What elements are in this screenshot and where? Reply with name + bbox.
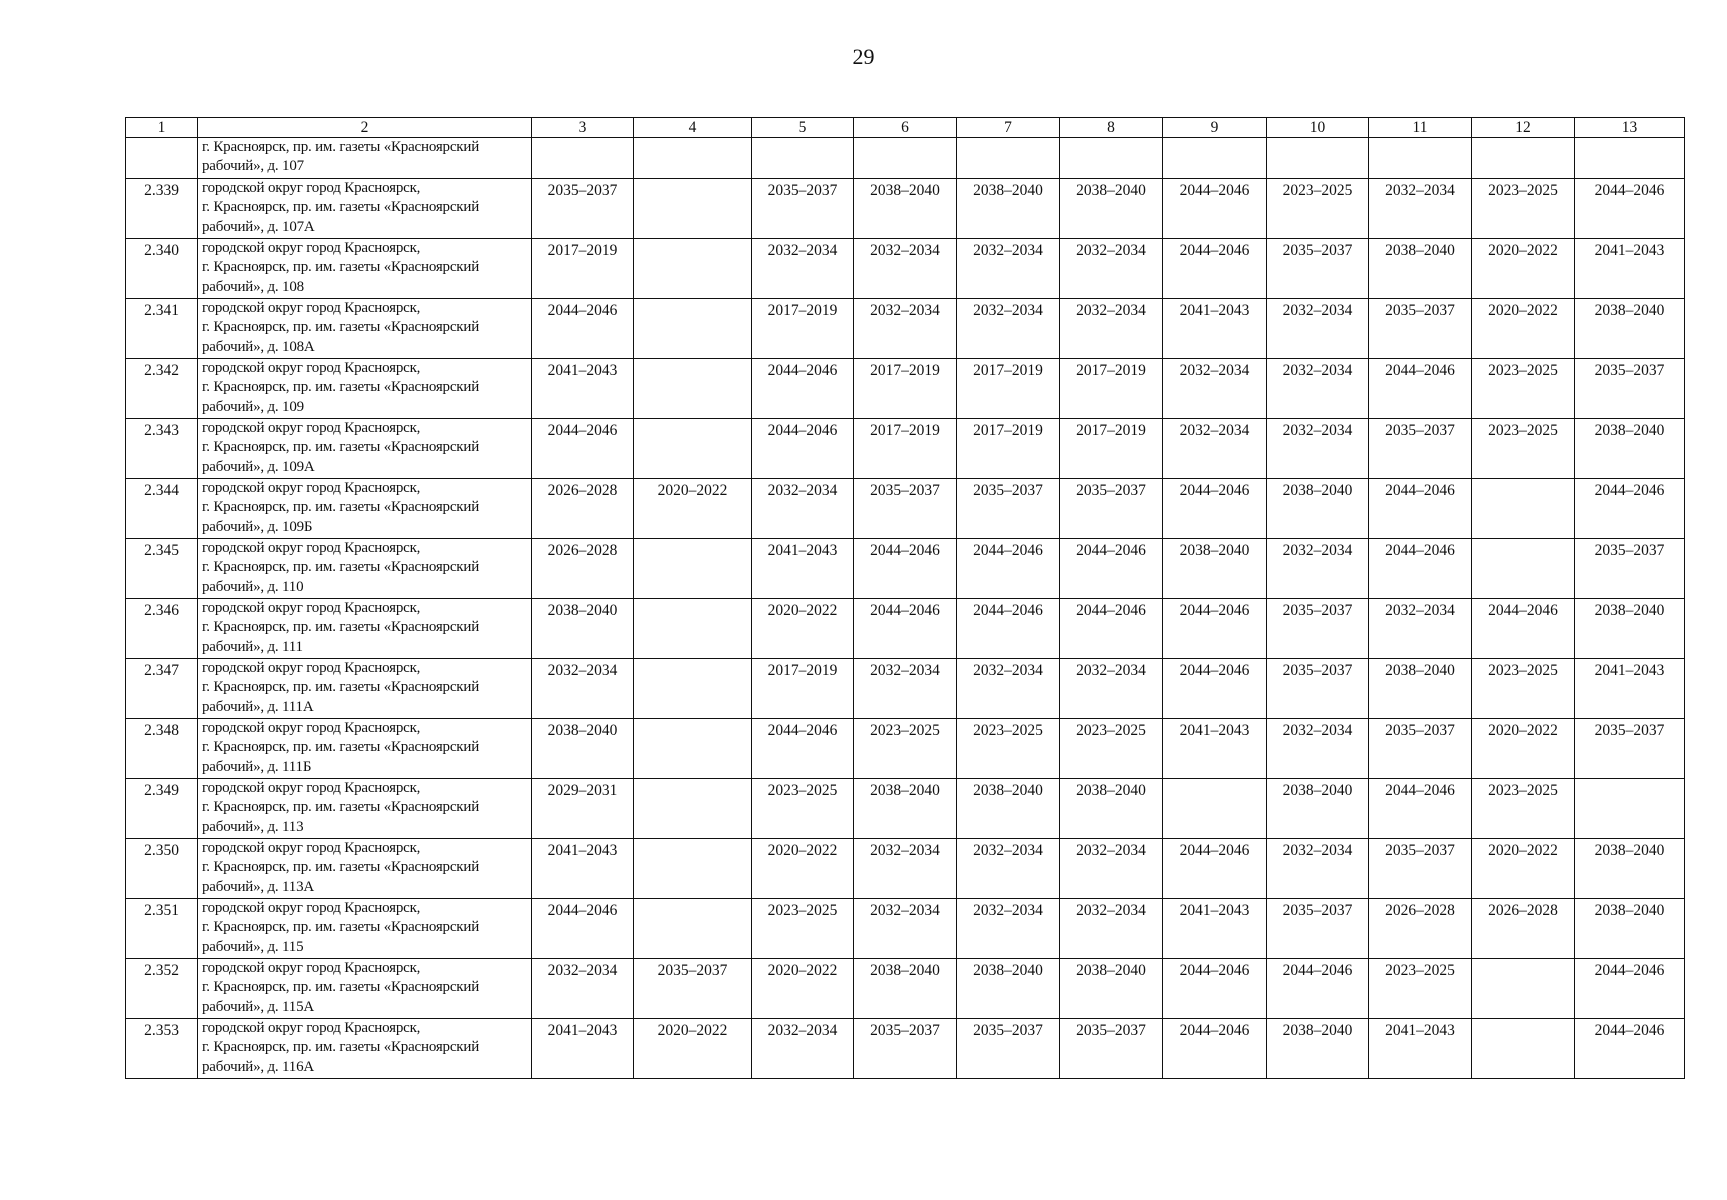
period-cell-col-5: 2032–2034 xyxy=(752,239,854,299)
table-row xyxy=(126,299,1685,359)
period-cell-col-6: 2035–2037 xyxy=(854,479,957,539)
period-cell-col-12 xyxy=(1472,479,1575,539)
period-cell-col-12 xyxy=(1472,138,1575,179)
period-cell-col-4 xyxy=(634,239,752,299)
period-cell-col-12: 2020–2022 xyxy=(1472,719,1575,779)
period-cell-col-6: 2044–2046 xyxy=(854,539,957,599)
period-cell-col-5: 2017–2019 xyxy=(752,299,854,359)
period-cell-col-8: 2044–2046 xyxy=(1060,599,1163,659)
table-row xyxy=(126,419,1685,479)
address-cell: городской округ город Красноярск, г. Красноярск, пр. им. газеты «Красноярский рабочий», д. 109Б xyxy=(198,479,532,539)
period-cell-col-10: 2032–2034 xyxy=(1267,419,1369,479)
table-row xyxy=(126,359,1685,419)
period-cell-col-5: 2017–2019 xyxy=(752,659,854,719)
period-cell-col-7: 2032–2034 xyxy=(957,899,1060,959)
period-cell-col-10: 2038–2040 xyxy=(1267,779,1369,839)
period-cell-col-9: 2038–2040 xyxy=(1163,539,1267,599)
period-cell-col-7: 2023–2025 xyxy=(957,719,1060,779)
address-cell: городской округ город Красноярск, г. Красноярск, пр. им. газеты «Красноярский рабочий», д. 111Б xyxy=(198,719,532,779)
period-cell-col-7: 2035–2037 xyxy=(957,1019,1060,1079)
period-cell-col-10: 2032–2034 xyxy=(1267,719,1369,779)
address-cell: городской округ город Красноярск, г. Красноярск, пр. им. газеты «Красноярский рабочий», д. 107А xyxy=(198,179,532,239)
period-cell-col-4 xyxy=(634,659,752,719)
period-cell-col-11: 2035–2037 xyxy=(1369,839,1472,899)
period-cell-col-6: 2035–2037 xyxy=(854,1019,957,1079)
period-cell-col-7: 2032–2034 xyxy=(957,239,1060,299)
period-cell-col-3: 2026–2028 xyxy=(532,479,634,539)
period-cell-col-8: 2023–2025 xyxy=(1060,719,1163,779)
column-header-12: 12 xyxy=(1472,118,1575,138)
row-number: 2.339 xyxy=(126,179,198,239)
row-number: 2.352 xyxy=(126,959,198,1019)
period-cell-col-11: 2041–2043 xyxy=(1369,1019,1472,1079)
period-cell-col-12: 2023–2025 xyxy=(1472,179,1575,239)
period-cell-col-4 xyxy=(634,899,752,959)
period-cell-col-7: 2038–2040 xyxy=(957,959,1060,1019)
period-cell-col-5: 2032–2034 xyxy=(752,1019,854,1079)
period-cell-col-11: 2026–2028 xyxy=(1369,899,1472,959)
period-cell-col-4: 2020–2022 xyxy=(634,479,752,539)
period-cell-col-6: 2017–2019 xyxy=(854,419,957,479)
period-cell-col-11: 2035–2037 xyxy=(1369,419,1472,479)
period-cell-col-6: 2032–2034 xyxy=(854,659,957,719)
period-cell-col-4 xyxy=(634,779,752,839)
period-cell-col-6: 2023–2025 xyxy=(854,719,957,779)
period-cell-col-8: 2038–2040 xyxy=(1060,779,1163,839)
row-number: 2.346 xyxy=(126,599,198,659)
period-cell-col-11: 2023–2025 xyxy=(1369,959,1472,1019)
address-cell: городской округ город Красноярск, г. Красноярск, пр. им. газеты «Красноярский рабочий», д. 115А xyxy=(198,959,532,1019)
table-row xyxy=(126,179,1685,239)
period-cell-col-4 xyxy=(634,419,752,479)
period-cell-col-8: 2017–2019 xyxy=(1060,419,1163,479)
period-cell-col-3: 2041–2043 xyxy=(532,359,634,419)
table-row xyxy=(126,1019,1685,1079)
period-cell-col-12 xyxy=(1472,1019,1575,1079)
period-cell-col-13: 2038–2040 xyxy=(1575,839,1685,899)
address-cell: городской округ город Красноярск, г. Красноярск, пр. им. газеты «Красноярский рабочий», д. 109 xyxy=(198,359,532,419)
period-cell-col-3: 2017–2019 xyxy=(532,239,634,299)
period-cell-col-13: 2044–2046 xyxy=(1575,959,1685,1019)
period-cell-col-7: 2038–2040 xyxy=(957,779,1060,839)
period-cell-col-12: 2020–2022 xyxy=(1472,839,1575,899)
period-cell-col-3: 2044–2046 xyxy=(532,419,634,479)
period-cell-col-4 xyxy=(634,839,752,899)
period-cell-col-9 xyxy=(1163,138,1267,179)
period-cell-col-5: 2020–2022 xyxy=(752,599,854,659)
period-cell-col-13: 2035–2037 xyxy=(1575,719,1685,779)
column-header-2: 2 xyxy=(198,118,532,138)
address-cell: городской округ город Красноярск, г. Красноярск, пр. им. газеты «Красноярский рабочий», д. 113А xyxy=(198,839,532,899)
period-cell-col-11: 2035–2037 xyxy=(1369,299,1472,359)
period-cell-col-13: 2038–2040 xyxy=(1575,299,1685,359)
period-cell-col-10: 2035–2037 xyxy=(1267,239,1369,299)
period-cell-col-4 xyxy=(634,539,752,599)
row-number: 2.341 xyxy=(126,299,198,359)
period-cell-col-6: 2038–2040 xyxy=(854,779,957,839)
table-body xyxy=(126,138,1685,1079)
row-number: 2.351 xyxy=(126,899,198,959)
address-cell: городской округ город Красноярск, г. Красноярск, пр. им. газеты «Красноярский рабочий», д. 116А xyxy=(198,1019,532,1079)
period-cell-col-4 xyxy=(634,599,752,659)
period-cell-col-13: 2038–2040 xyxy=(1575,899,1685,959)
address-cell: городской округ город Красноярск, г. Красноярск, пр. им. газеты «Красноярский рабочий», д. 108А xyxy=(198,299,532,359)
period-cell-col-10: 2038–2040 xyxy=(1267,1019,1369,1079)
row-number: 2.343 xyxy=(126,419,198,479)
period-cell-col-6: 2032–2034 xyxy=(854,239,957,299)
period-cell-col-9: 2041–2043 xyxy=(1163,299,1267,359)
period-cell-col-10: 2044–2046 xyxy=(1267,959,1369,1019)
period-cell-col-8 xyxy=(1060,138,1163,179)
period-cell-col-11: 2032–2034 xyxy=(1369,179,1472,239)
table-row xyxy=(126,659,1685,719)
period-cell-col-5: 2020–2022 xyxy=(752,959,854,1019)
address-cell: г. Красноярск, пр. им. газеты «Красноярский рабочий», д. 107 xyxy=(198,138,532,179)
period-cell-col-5: 2023–2025 xyxy=(752,779,854,839)
period-cell-col-11: 2032–2034 xyxy=(1369,599,1472,659)
table-row xyxy=(126,959,1685,1019)
period-cell-col-13: 2041–2043 xyxy=(1575,239,1685,299)
period-cell-col-13: 2044–2046 xyxy=(1575,179,1685,239)
period-cell-col-3: 2029–2031 xyxy=(532,779,634,839)
period-cell-col-13: 2044–2046 xyxy=(1575,479,1685,539)
period-cell-col-13: 2038–2040 xyxy=(1575,599,1685,659)
table-header xyxy=(126,118,1685,138)
column-header-9: 9 xyxy=(1163,118,1267,138)
period-cell-col-6 xyxy=(854,138,957,179)
period-cell-col-10: 2032–2034 xyxy=(1267,299,1369,359)
period-cell-col-7: 2035–2037 xyxy=(957,479,1060,539)
period-cell-col-6: 2032–2034 xyxy=(854,299,957,359)
period-cell-col-8: 2032–2034 xyxy=(1060,659,1163,719)
schedule-table xyxy=(125,117,1685,1079)
period-cell-col-8: 2032–2034 xyxy=(1060,839,1163,899)
period-cell-col-8: 2044–2046 xyxy=(1060,539,1163,599)
period-cell-col-12: 2023–2025 xyxy=(1472,659,1575,719)
period-cell-col-9: 2044–2046 xyxy=(1163,839,1267,899)
address-cell: городской округ город Красноярск, г. Красноярск, пр. им. газеты «Красноярский рабочий», д. 108 xyxy=(198,239,532,299)
period-cell-col-5: 2023–2025 xyxy=(752,899,854,959)
row-number: 2.340 xyxy=(126,239,198,299)
period-cell-col-7: 2032–2034 xyxy=(957,659,1060,719)
column-header-7: 7 xyxy=(957,118,1060,138)
table-row xyxy=(126,779,1685,839)
period-cell-col-6: 2038–2040 xyxy=(854,959,957,1019)
period-cell-col-3: 2032–2034 xyxy=(532,959,634,1019)
period-cell-col-3: 2041–2043 xyxy=(532,839,634,899)
column-header-6: 6 xyxy=(854,118,957,138)
period-cell-col-5: 2041–2043 xyxy=(752,539,854,599)
row-number: 2.348 xyxy=(126,719,198,779)
period-cell-col-10: 2032–2034 xyxy=(1267,359,1369,419)
table-row xyxy=(126,599,1685,659)
period-cell-col-3: 2035–2037 xyxy=(532,179,634,239)
address-cell: городской округ город Красноярск, г. Красноярск, пр. им. газеты «Красноярский рабочий», д. 111 xyxy=(198,599,532,659)
period-cell-col-12: 2020–2022 xyxy=(1472,239,1575,299)
period-cell-col-7: 2017–2019 xyxy=(957,419,1060,479)
header-row xyxy=(126,118,1685,138)
period-cell-col-13: 2041–2043 xyxy=(1575,659,1685,719)
table-row xyxy=(126,899,1685,959)
period-cell-col-7: 2038–2040 xyxy=(957,179,1060,239)
period-cell-col-13 xyxy=(1575,779,1685,839)
column-header-8: 8 xyxy=(1060,118,1163,138)
period-cell-col-8: 2032–2034 xyxy=(1060,299,1163,359)
column-header-10: 10 xyxy=(1267,118,1369,138)
period-cell-col-12: 2020–2022 xyxy=(1472,299,1575,359)
period-cell-col-4 xyxy=(634,359,752,419)
table-row xyxy=(126,239,1685,299)
period-cell-col-9: 2041–2043 xyxy=(1163,899,1267,959)
period-cell-col-4 xyxy=(634,138,752,179)
period-cell-col-10: 2035–2037 xyxy=(1267,899,1369,959)
page-number: 29 xyxy=(852,44,875,69)
period-cell-col-7: 2044–2046 xyxy=(957,599,1060,659)
column-header-5: 5 xyxy=(752,118,854,138)
row-number: 2.347 xyxy=(126,659,198,719)
period-cell-col-6: 2038–2040 xyxy=(854,179,957,239)
period-cell-col-12: 2023–2025 xyxy=(1472,359,1575,419)
period-cell-col-13: 2035–2037 xyxy=(1575,539,1685,599)
period-cell-col-5: 2044–2046 xyxy=(752,359,854,419)
period-cell-col-4 xyxy=(634,179,752,239)
period-cell-col-3: 2044–2046 xyxy=(532,299,634,359)
period-cell-col-8: 2032–2034 xyxy=(1060,899,1163,959)
period-cell-col-5: 2044–2046 xyxy=(752,719,854,779)
period-cell-col-7: 2032–2034 xyxy=(957,839,1060,899)
period-cell-col-9: 2044–2046 xyxy=(1163,659,1267,719)
period-cell-col-4: 2020–2022 xyxy=(634,1019,752,1079)
period-cell-col-8: 2038–2040 xyxy=(1060,959,1163,1019)
period-cell-col-3: 2026–2028 xyxy=(532,539,634,599)
row-number: 2.353 xyxy=(126,1019,198,1079)
period-cell-col-5: 2044–2046 xyxy=(752,419,854,479)
period-cell-col-11: 2044–2046 xyxy=(1369,479,1472,539)
period-cell-col-10 xyxy=(1267,138,1369,179)
period-cell-col-6: 2032–2034 xyxy=(854,899,957,959)
period-cell-col-6: 2017–2019 xyxy=(854,359,957,419)
row-number xyxy=(126,138,198,179)
period-cell-col-6: 2032–2034 xyxy=(854,839,957,899)
table-row xyxy=(126,479,1685,539)
period-cell-col-10: 2035–2037 xyxy=(1267,659,1369,719)
period-cell-col-8: 2032–2034 xyxy=(1060,239,1163,299)
period-cell-col-12: 2026–2028 xyxy=(1472,899,1575,959)
period-cell-col-5 xyxy=(752,138,854,179)
period-cell-col-11: 2035–2037 xyxy=(1369,719,1472,779)
address-cell: городской округ город Красноярск, г. Красноярск, пр. им. газеты «Красноярский рабочий», д. 110 xyxy=(198,539,532,599)
period-cell-col-5: 2035–2037 xyxy=(752,179,854,239)
period-cell-col-13 xyxy=(1575,138,1685,179)
period-cell-col-12: 2023–2025 xyxy=(1472,779,1575,839)
period-cell-col-9: 2044–2046 xyxy=(1163,959,1267,1019)
period-cell-col-9: 2044–2046 xyxy=(1163,479,1267,539)
period-cell-col-13: 2044–2046 xyxy=(1575,1019,1685,1079)
period-cell-col-9 xyxy=(1163,779,1267,839)
period-cell-col-13: 2035–2037 xyxy=(1575,359,1685,419)
period-cell-col-9: 2044–2046 xyxy=(1163,599,1267,659)
column-header-4: 4 xyxy=(634,118,752,138)
address-cell: городской округ город Красноярск, г. Красноярск, пр. им. газеты «Красноярский рабочий», д. 113 xyxy=(198,779,532,839)
period-cell-col-9: 2044–2046 xyxy=(1163,1019,1267,1079)
table-row xyxy=(126,138,1685,179)
period-cell-col-10: 2023–2025 xyxy=(1267,179,1369,239)
period-cell-col-6: 2044–2046 xyxy=(854,599,957,659)
address-cell: городской округ город Красноярск, г. Красноярск, пр. им. газеты «Красноярский рабочий», д. 115 xyxy=(198,899,532,959)
period-cell-col-3: 2041–2043 xyxy=(532,1019,634,1079)
table-row xyxy=(126,839,1685,899)
column-header-13: 13 xyxy=(1575,118,1685,138)
column-header-1: 1 xyxy=(126,118,198,138)
period-cell-col-11: 2038–2040 xyxy=(1369,239,1472,299)
period-cell-col-12: 2023–2025 xyxy=(1472,419,1575,479)
period-cell-col-3: 2038–2040 xyxy=(532,599,634,659)
table-row xyxy=(126,719,1685,779)
row-number: 2.342 xyxy=(126,359,198,419)
period-cell-col-4 xyxy=(634,299,752,359)
table-row xyxy=(126,539,1685,599)
period-cell-col-7: 2017–2019 xyxy=(957,359,1060,419)
row-number: 2.349 xyxy=(126,779,198,839)
period-cell-col-8: 2035–2037 xyxy=(1060,479,1163,539)
column-header-3: 3 xyxy=(532,118,634,138)
period-cell-col-9: 2044–2046 xyxy=(1163,179,1267,239)
period-cell-col-13: 2038–2040 xyxy=(1575,419,1685,479)
period-cell-col-3: 2044–2046 xyxy=(532,899,634,959)
period-cell-col-5: 2032–2034 xyxy=(752,479,854,539)
period-cell-col-7 xyxy=(957,138,1060,179)
period-cell-col-10: 2032–2034 xyxy=(1267,839,1369,899)
period-cell-col-3 xyxy=(532,138,634,179)
period-cell-col-3: 2038–2040 xyxy=(532,719,634,779)
period-cell-col-12 xyxy=(1472,539,1575,599)
period-cell-col-11: 2044–2046 xyxy=(1369,359,1472,419)
row-number: 2.350 xyxy=(126,839,198,899)
period-cell-col-8: 2038–2040 xyxy=(1060,179,1163,239)
period-cell-col-11: 2044–2046 xyxy=(1369,539,1472,599)
column-header-11: 11 xyxy=(1369,118,1472,138)
period-cell-col-10: 2038–2040 xyxy=(1267,479,1369,539)
period-cell-col-12 xyxy=(1472,959,1575,1019)
period-cell-col-9: 2044–2046 xyxy=(1163,239,1267,299)
period-cell-col-11 xyxy=(1369,138,1472,179)
period-cell-col-11: 2038–2040 xyxy=(1369,659,1472,719)
period-cell-col-10: 2035–2037 xyxy=(1267,599,1369,659)
period-cell-col-10: 2032–2034 xyxy=(1267,539,1369,599)
address-cell: городской округ город Красноярск, г. Красноярск, пр. им. газеты «Красноярский рабочий», д. 111А xyxy=(198,659,532,719)
row-number: 2.345 xyxy=(126,539,198,599)
period-cell-col-3: 2032–2034 xyxy=(532,659,634,719)
period-cell-col-9: 2032–2034 xyxy=(1163,359,1267,419)
period-cell-col-7: 2032–2034 xyxy=(957,299,1060,359)
row-number: 2.344 xyxy=(126,479,198,539)
period-cell-col-12: 2044–2046 xyxy=(1472,599,1575,659)
period-cell-col-4: 2035–2037 xyxy=(634,959,752,1019)
address-cell: городской округ город Красноярск, г. Красноярск, пр. им. газеты «Красноярский рабочий», д. 109А xyxy=(198,419,532,479)
period-cell-col-4 xyxy=(634,719,752,779)
period-cell-col-7: 2044–2046 xyxy=(957,539,1060,599)
period-cell-col-9: 2041–2043 xyxy=(1163,719,1267,779)
period-cell-col-9: 2032–2034 xyxy=(1163,419,1267,479)
period-cell-col-8: 2017–2019 xyxy=(1060,359,1163,419)
period-cell-col-5: 2020–2022 xyxy=(752,839,854,899)
period-cell-col-8: 2035–2037 xyxy=(1060,1019,1163,1079)
period-cell-col-11: 2044–2046 xyxy=(1369,779,1472,839)
